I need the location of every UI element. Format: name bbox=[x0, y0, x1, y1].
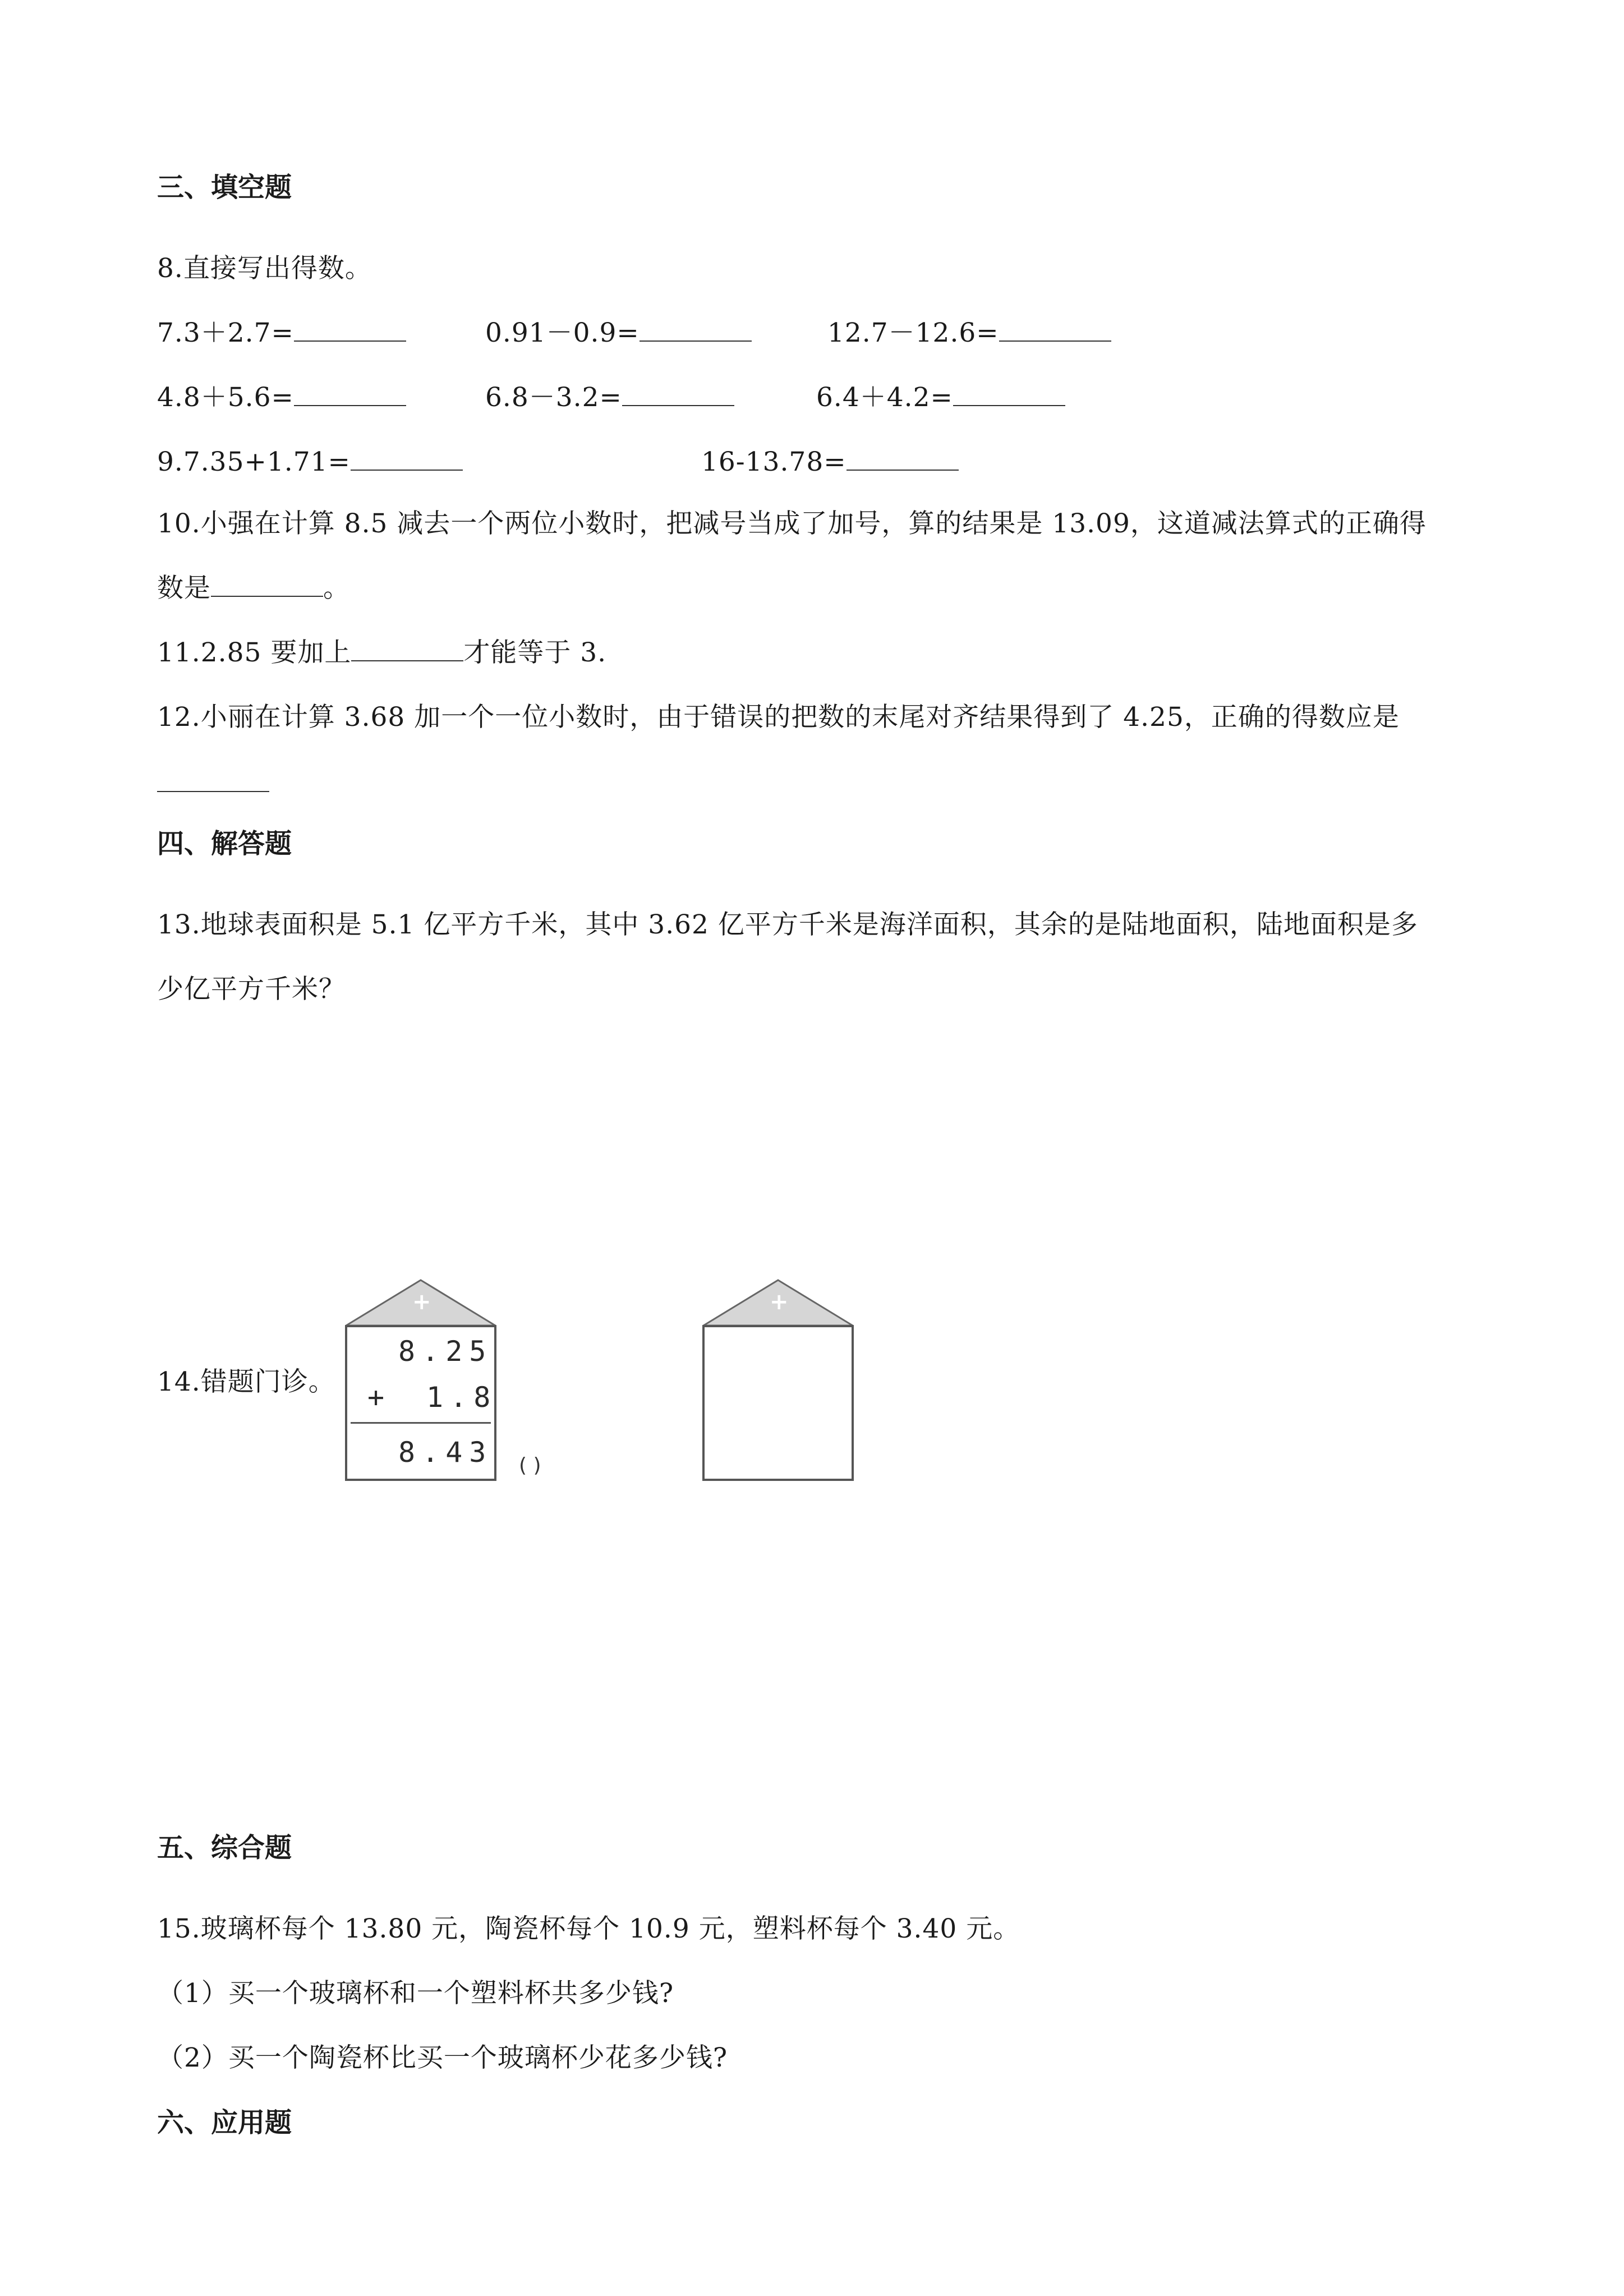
q8-item-5 bbox=[485, 384, 734, 411]
section-heading-comprehensive: 五、综合题 bbox=[157, 1832, 292, 1864]
answer-blank[interactable] bbox=[351, 466, 463, 471]
plus-icon: + bbox=[770, 1289, 789, 1315]
house-roof-right bbox=[702, 1279, 854, 1327]
q8-item-2 bbox=[485, 320, 752, 346]
q9-expression: 16-13.78= bbox=[701, 447, 846, 477]
q8-item-1 bbox=[157, 320, 406, 346]
q8-expression: 6.8－3.2= bbox=[485, 382, 622, 413]
answer-blank[interactable] bbox=[294, 337, 406, 342]
question-13-line-1: 13.地球表面积是 5.1 亿平方千米，其中 3.62 亿平方千米是海洋面积，其余的是陆地面积，陆地面积是多 bbox=[157, 909, 1418, 940]
question-10-line-1: 10.小强在计算 8.5 减去一个两位小数时，把减号当成了加号，算的结果是 13.09，这道减法算式的正确得 bbox=[157, 508, 1427, 539]
q10-text-end: 。 bbox=[323, 573, 350, 604]
answer-blank[interactable] bbox=[622, 402, 734, 406]
house-roof-left bbox=[345, 1279, 496, 1327]
answer-blank[interactable] bbox=[999, 337, 1111, 342]
answer-blank[interactable] bbox=[846, 466, 959, 471]
calc-operator: + bbox=[367, 1381, 392, 1414]
question-10-line-2 bbox=[157, 573, 350, 604]
q11-text: 11.2.85 要加上 bbox=[157, 637, 352, 668]
q11-text-end: 才能等于 3. bbox=[463, 637, 607, 668]
q8-expression: 6.4＋4.2= bbox=[816, 382, 953, 413]
question-11 bbox=[157, 639, 606, 666]
q8-expression: 0.91－0.9= bbox=[485, 318, 640, 348]
question-13-line-2: 少亿平方千米？ bbox=[157, 974, 346, 1005]
section-heading-fill-blank: 三、填空题 bbox=[157, 172, 292, 203]
question-15-sub-1: （1）买一个玻璃杯和一个塑料杯共多少钱? bbox=[157, 1978, 674, 2009]
answer-blank[interactable] bbox=[953, 402, 1065, 406]
q10-text: 数是 bbox=[157, 573, 211, 604]
q8-expression: 12.7－12.6= bbox=[827, 318, 999, 348]
section-heading-application: 六、应用题 bbox=[157, 2107, 292, 2138]
answer-blank[interactable] bbox=[294, 402, 406, 406]
answer-blank[interactable] bbox=[351, 657, 463, 661]
q8-item-6 bbox=[816, 384, 1065, 411]
q8-item-4 bbox=[157, 384, 406, 411]
q8-expression: 4.8＋5.6= bbox=[157, 382, 294, 413]
plus-icon: + bbox=[412, 1289, 431, 1315]
calc-result: 8.43 bbox=[398, 1436, 493, 1469]
question-12-line-1: 12.小丽在计算 3.68 加一个一位小数时，由于错误的把数的末尾对齐结果得到了 4.25，正确的得数应是 bbox=[157, 702, 1400, 733]
question-14-label: 14.错题门诊。 bbox=[157, 1366, 335, 1397]
answer-blank[interactable] bbox=[211, 592, 323, 597]
calc-second-number: 1.8 bbox=[426, 1381, 498, 1414]
q9-expression: 9.7.35+1.71= bbox=[157, 447, 351, 477]
calc-divider bbox=[351, 1422, 491, 1424]
answer-blank[interactable] bbox=[640, 337, 752, 342]
question-15: 15.玻璃杯每个 13.80 元，陶瓷杯每个 10.9 元，塑料杯每个 3.40 元。 bbox=[157, 1913, 1020, 1944]
q9-item-2 bbox=[701, 449, 959, 475]
judgement-parentheses[interactable]: ( ) bbox=[519, 1454, 541, 1477]
answer-blank[interactable] bbox=[157, 791, 269, 792]
section-heading-solve: 四、解答题 bbox=[157, 828, 292, 859]
q8-item-3 bbox=[827, 320, 1111, 346]
question-8-title: 8.直接写出得数。 bbox=[157, 253, 372, 284]
question-15-sub-2: （2）买一个陶瓷杯比买一个玻璃杯少花多少钱? bbox=[157, 2042, 728, 2073]
calc-top-number: 8.25 bbox=[398, 1335, 493, 1368]
q9-item-1 bbox=[157, 449, 463, 475]
house-box-right-answer-area[interactable] bbox=[702, 1325, 854, 1481]
q8-expression: 7.3＋2.7= bbox=[157, 318, 294, 348]
